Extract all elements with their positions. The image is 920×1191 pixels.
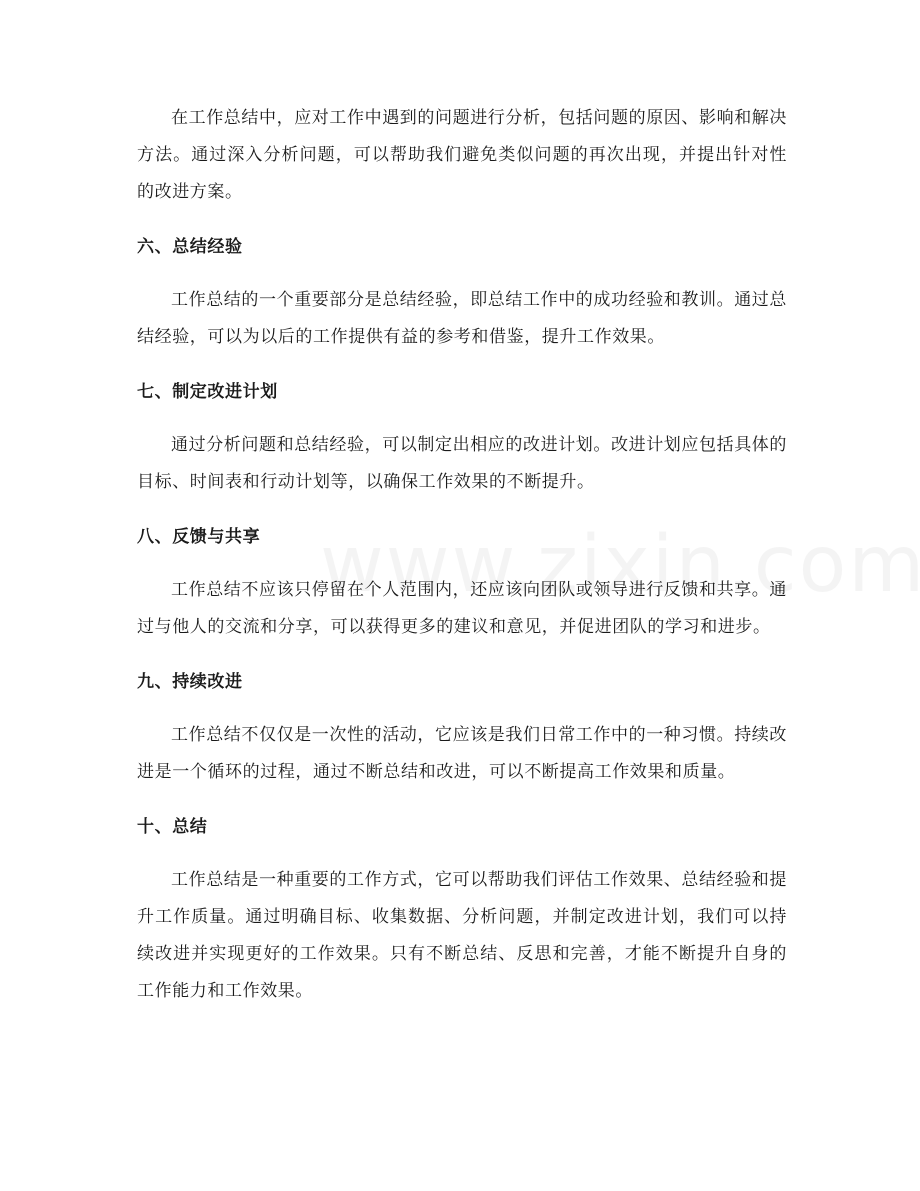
- heading-feedback-sharing: 八、反馈与共享: [137, 527, 261, 547]
- paragraph-summarize-experience: 工作总结的一个重要部分是总结经验，即总结工作中的成功经验和教训。通过总结经验，可以为以后的工作提供有益的参考和借鉴，提升工作效果。: [137, 290, 787, 347]
- heading-conclusion: 十、总结: [137, 817, 208, 837]
- paragraph-problem-analysis: 在工作总结中，应对工作中遇到的问题进行分析，包括问题的原因、影响和解决方法。通过深入分析问题，可以帮助我们避免类似问题的再次出现，并提出针对性的改进方案。: [137, 108, 787, 202]
- paragraph-feedback-sharing: 工作总结不应该只停留在个人范围内，还应该向团队或领导进行反馈和共享。通过与他人的交流和分享，可以获得更多的建议和意见，并促进团队的学习和进步。: [137, 580, 787, 637]
- paragraph-improvement-plan: 通过分析问题和总结经验，可以制定出相应的改进计划。改进计划应包括具体的目标、时间表和行动计划等，以确保工作效果的不断提升。: [137, 435, 787, 492]
- heading-continuous-improvement: 九、持续改进: [137, 672, 243, 692]
- heading-improvement-plan: 七、制定改进计划: [137, 382, 278, 402]
- paragraph-continuous-improvement: 工作总结不仅仅是一次性的活动，它应该是我们日常工作中的一种习惯。持续改进是一个循环的过程，通过不断总结和改进，可以不断提高工作效果和质量。: [137, 725, 787, 782]
- document-body: [137, 100, 787, 1010]
- heading-summarize-experience: 六、总结经验: [137, 237, 243, 257]
- paragraph-conclusion: 工作总结是一种重要的工作方式，它可以帮助我们评估工作效果、总结经验和提升工作质量。通过明确目标、收集数据、分析问题，并制定改进计划，我们可以持续改进并实现更好的工作效果。只有不断总结、反思和完善，才能不断提升自身的工作能力和工作效果。: [137, 870, 787, 1001]
